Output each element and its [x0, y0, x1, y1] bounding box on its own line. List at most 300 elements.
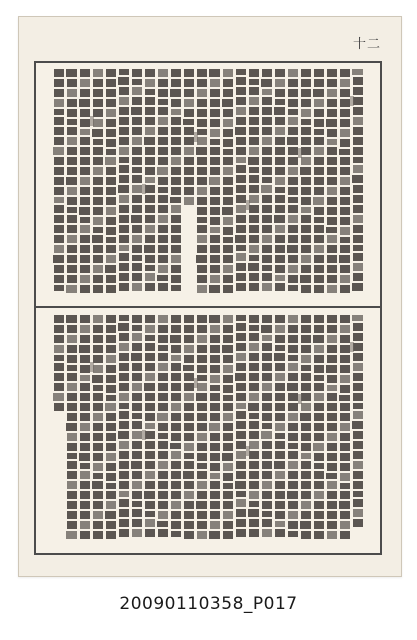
text-glyph	[106, 385, 116, 393]
text-glyph	[249, 393, 259, 401]
text-glyph	[327, 491, 337, 499]
text-glyph	[171, 461, 181, 469]
text-glyph	[54, 355, 64, 361]
text-glyph	[80, 521, 90, 529]
text-glyph	[197, 119, 207, 127]
text-glyph	[210, 217, 220, 225]
text-glyph	[197, 109, 207, 117]
text-glyph	[248, 403, 259, 411]
furigana-mark	[194, 378, 198, 388]
text-glyph	[262, 157, 272, 165]
text-glyph	[327, 89, 337, 97]
text-glyph	[54, 363, 64, 371]
text-glyph	[301, 285, 311, 293]
text-glyph	[326, 119, 337, 127]
text-glyph	[262, 127, 272, 135]
lower-text-column	[209, 315, 220, 539]
text-glyph	[261, 185, 272, 193]
lower-text-column	[300, 315, 311, 539]
text-glyph	[314, 129, 324, 135]
text-glyph	[196, 501, 207, 509]
text-glyph	[275, 501, 285, 509]
text-glyph	[132, 451, 142, 459]
text-glyph	[288, 373, 298, 381]
text-glyph	[327, 413, 337, 421]
text-glyph	[184, 89, 194, 97]
text-glyph	[288, 531, 298, 537]
text-glyph	[93, 335, 103, 343]
text-glyph	[249, 519, 259, 527]
text-glyph	[93, 177, 103, 185]
text-glyph	[340, 275, 350, 283]
text-glyph	[249, 529, 259, 537]
text-glyph	[132, 481, 142, 489]
text-glyph	[262, 441, 272, 449]
text-glyph	[184, 393, 194, 401]
text-glyph	[327, 423, 337, 431]
text-glyph	[145, 501, 155, 509]
text-glyph	[171, 325, 181, 333]
text-glyph	[197, 137, 207, 145]
text-glyph	[249, 215, 259, 223]
text-glyph	[93, 197, 103, 205]
text-glyph	[132, 205, 142, 213]
text-glyph	[223, 385, 233, 393]
text-glyph	[106, 255, 116, 263]
text-glyph	[210, 393, 220, 401]
text-glyph	[275, 137, 285, 145]
text-glyph	[145, 343, 155, 351]
text-glyph	[301, 127, 311, 135]
text-glyph	[223, 375, 233, 383]
text-glyph	[236, 471, 246, 479]
text-glyph	[249, 333, 259, 341]
text-glyph	[158, 335, 168, 343]
text-glyph	[80, 285, 90, 293]
text-glyph	[158, 225, 168, 233]
text-glyph	[288, 99, 298, 107]
text-glyph	[197, 197, 207, 205]
text-glyph	[171, 355, 181, 361]
text-glyph	[223, 521, 233, 529]
text-glyph	[288, 481, 298, 489]
text-glyph	[249, 117, 259, 125]
text-glyph	[223, 275, 233, 283]
text-glyph	[119, 235, 129, 243]
text-glyph	[275, 393, 285, 401]
text-glyph	[119, 117, 129, 125]
furigana-mark	[142, 430, 146, 440]
text-glyph	[223, 217, 233, 225]
text-glyph	[184, 335, 194, 343]
text-glyph	[119, 69, 129, 75]
lower-text-column	[131, 315, 142, 537]
text-glyph	[340, 227, 350, 235]
text-glyph	[131, 353, 142, 361]
text-glyph	[223, 463, 233, 471]
text-glyph	[288, 157, 298, 165]
text-glyph	[339, 255, 350, 263]
text-glyph	[106, 227, 116, 235]
text-glyph	[119, 519, 129, 527]
text-glyph	[67, 373, 77, 381]
text-glyph	[106, 531, 116, 539]
text-glyph	[158, 245, 168, 253]
text-glyph	[119, 471, 129, 479]
text-glyph	[171, 127, 181, 135]
text-glyph	[93, 345, 103, 353]
text-glyph	[171, 345, 181, 353]
text-glyph	[274, 107, 285, 115]
text-glyph	[183, 471, 194, 479]
text-glyph	[132, 343, 142, 351]
upper-text-column	[196, 69, 207, 293]
text-glyph	[262, 265, 272, 271]
text-glyph	[340, 463, 350, 471]
text-glyph	[262, 205, 272, 213]
text-glyph	[80, 501, 90, 509]
text-glyph	[223, 315, 233, 323]
text-glyph	[106, 89, 116, 97]
text-glyph	[171, 383, 181, 391]
text-glyph	[145, 97, 155, 105]
text-glyph	[249, 501, 259, 507]
text-glyph	[66, 423, 77, 431]
text-glyph	[158, 69, 168, 77]
upper-text-column	[53, 69, 64, 291]
text-glyph	[54, 187, 64, 195]
text-glyph	[132, 519, 142, 527]
text-glyph	[262, 383, 272, 391]
text-glyph	[158, 283, 168, 291]
text-glyph	[93, 393, 103, 401]
text-glyph	[262, 529, 272, 537]
text-glyph	[171, 491, 181, 499]
text-glyph	[301, 531, 311, 539]
text-glyph	[171, 225, 181, 233]
text-glyph	[210, 245, 220, 253]
text-glyph	[327, 245, 337, 253]
text-glyph	[223, 119, 233, 127]
text-glyph	[327, 285, 337, 293]
text-glyph	[236, 441, 246, 449]
text-glyph	[236, 87, 246, 95]
text-glyph	[132, 137, 142, 145]
text-glyph	[275, 529, 285, 537]
text-glyph	[171, 531, 181, 537]
text-glyph	[262, 177, 272, 183]
text-glyph	[340, 197, 350, 205]
text-glyph	[326, 473, 337, 479]
text-glyph	[353, 215, 363, 223]
text-glyph	[132, 363, 142, 371]
text-glyph	[66, 531, 77, 539]
text-glyph	[67, 265, 77, 273]
text-glyph	[132, 325, 142, 331]
text-glyph	[92, 375, 103, 383]
text-glyph	[249, 363, 259, 371]
text-glyph	[119, 363, 129, 371]
text-glyph	[262, 413, 272, 421]
text-glyph	[145, 177, 155, 183]
text-glyph	[314, 413, 324, 421]
text-glyph	[353, 137, 363, 145]
text-glyph	[93, 521, 103, 529]
text-glyph	[327, 265, 337, 273]
text-glyph	[80, 275, 90, 283]
text-glyph	[54, 167, 64, 175]
text-glyph	[340, 315, 350, 323]
lower-text-column	[313, 315, 324, 539]
text-glyph	[184, 433, 194, 441]
text-glyph	[353, 373, 363, 381]
text-glyph	[132, 413, 142, 419]
text-glyph	[131, 107, 142, 115]
text-glyph	[93, 285, 103, 293]
text-glyph	[340, 521, 350, 529]
text-glyph	[119, 87, 129, 95]
text-glyph	[145, 431, 155, 439]
text-glyph	[80, 375, 90, 381]
text-glyph	[197, 315, 207, 323]
text-glyph	[262, 255, 272, 263]
text-glyph	[79, 207, 90, 215]
text-glyph	[197, 207, 207, 215]
text-glyph	[301, 383, 311, 391]
text-glyph	[67, 127, 77, 135]
text-glyph	[106, 491, 116, 499]
text-glyph	[145, 107, 155, 115]
text-frame	[34, 61, 382, 555]
text-glyph	[209, 177, 220, 185]
text-glyph	[66, 69, 77, 77]
text-glyph	[314, 285, 324, 293]
text-glyph	[275, 335, 285, 343]
text-glyph	[222, 207, 233, 215]
text-glyph	[314, 137, 324, 145]
text-glyph	[197, 471, 207, 479]
text-glyph	[106, 207, 116, 215]
text-glyph	[145, 195, 155, 203]
text-glyph	[106, 355, 116, 363]
lower-text-column	[274, 315, 285, 537]
text-glyph	[184, 157, 194, 165]
text-glyph	[184, 383, 194, 391]
text-glyph	[80, 463, 90, 469]
text-glyph	[314, 187, 324, 195]
text-glyph	[145, 147, 155, 155]
text-glyph	[288, 69, 298, 77]
text-glyph	[288, 235, 298, 243]
text-glyph	[249, 97, 259, 105]
text-glyph	[262, 315, 272, 323]
text-glyph	[274, 353, 285, 361]
text-glyph	[236, 97, 246, 105]
lower-text-column	[326, 315, 337, 539]
text-glyph	[118, 431, 129, 439]
text-glyph	[80, 245, 90, 253]
text-glyph	[301, 187, 311, 195]
text-glyph	[249, 491, 259, 499]
text-glyph	[145, 255, 155, 263]
text-glyph	[67, 255, 77, 263]
text-glyph	[249, 79, 259, 85]
text-glyph	[93, 403, 103, 411]
text-glyph	[132, 97, 142, 105]
text-glyph	[67, 413, 77, 421]
text-glyph	[288, 363, 298, 371]
text-glyph	[106, 285, 116, 293]
text-glyph	[262, 147, 272, 155]
text-glyph	[353, 195, 363, 203]
lower-text-column	[235, 315, 246, 537]
text-glyph	[54, 197, 64, 203]
text-glyph	[67, 443, 77, 451]
text-glyph	[171, 471, 181, 479]
text-glyph	[54, 275, 64, 283]
text-glyph	[236, 529, 246, 537]
text-glyph	[119, 333, 129, 341]
text-glyph	[197, 463, 207, 469]
text-glyph	[340, 491, 350, 499]
text-glyph	[158, 117, 168, 125]
text-glyph	[236, 205, 246, 213]
text-glyph	[222, 345, 233, 353]
text-glyph	[353, 273, 363, 281]
text-glyph	[80, 433, 90, 441]
text-glyph	[210, 375, 220, 383]
text-glyph	[171, 255, 181, 263]
text-glyph	[209, 285, 220, 293]
text-glyph	[327, 207, 337, 215]
text-glyph	[171, 521, 181, 529]
text-glyph	[145, 363, 155, 371]
text-glyph	[158, 451, 168, 459]
text-glyph	[249, 225, 259, 233]
text-glyph	[93, 217, 103, 225]
text-glyph	[327, 501, 337, 509]
text-glyph	[262, 225, 272, 233]
text-glyph	[275, 79, 285, 87]
text-glyph	[119, 205, 129, 213]
text-glyph	[314, 207, 324, 215]
text-glyph	[106, 275, 116, 283]
text-glyph	[249, 461, 259, 469]
text-glyph	[249, 167, 259, 173]
text-glyph	[287, 137, 298, 145]
text-glyph	[67, 187, 77, 195]
text-glyph	[288, 315, 298, 323]
text-glyph	[145, 451, 155, 459]
text-glyph	[158, 79, 168, 87]
text-glyph	[327, 375, 337, 383]
text-glyph	[340, 335, 350, 343]
text-glyph	[184, 511, 194, 519]
text-glyph	[301, 511, 311, 519]
text-glyph	[249, 185, 259, 193]
text-glyph	[184, 325, 194, 333]
text-glyph	[80, 197, 90, 205]
text-glyph	[210, 433, 220, 441]
text-glyph	[262, 245, 272, 253]
text-glyph	[106, 177, 116, 185]
text-glyph	[132, 127, 142, 135]
text-glyph	[197, 383, 207, 391]
text-glyph	[236, 273, 246, 281]
text-glyph	[249, 325, 259, 331]
text-glyph	[248, 157, 259, 165]
text-glyph	[105, 265, 116, 273]
text-glyph	[118, 185, 129, 193]
text-glyph	[223, 325, 233, 333]
text-glyph	[249, 431, 259, 439]
text-glyph	[288, 177, 298, 185]
text-glyph	[314, 453, 324, 461]
text-glyph	[236, 157, 246, 163]
text-glyph	[301, 501, 311, 509]
text-glyph	[288, 79, 298, 87]
text-glyph	[197, 129, 207, 135]
text-glyph	[236, 403, 246, 409]
text-glyph	[314, 325, 324, 333]
text-glyph	[158, 147, 168, 155]
text-glyph	[249, 205, 259, 213]
text-glyph	[158, 363, 168, 371]
text-glyph	[119, 245, 129, 251]
text-glyph	[106, 119, 116, 127]
text-glyph	[93, 207, 103, 215]
text-glyph	[314, 521, 324, 529]
text-glyph	[171, 511, 181, 519]
text-glyph	[197, 265, 207, 273]
text-glyph	[301, 177, 311, 185]
text-glyph	[119, 107, 129, 115]
text-glyph	[67, 335, 77, 343]
text-glyph	[236, 411, 246, 419]
text-glyph	[275, 117, 285, 125]
text-glyph	[249, 137, 259, 145]
text-glyph	[106, 453, 116, 461]
text-glyph	[236, 253, 246, 261]
text-glyph	[274, 461, 285, 469]
text-glyph	[67, 453, 77, 459]
text-glyph	[184, 345, 194, 353]
text-glyph	[171, 275, 181, 283]
text-glyph	[353, 481, 363, 489]
text-glyph	[249, 245, 259, 253]
text-glyph	[170, 197, 181, 203]
text-glyph	[288, 117, 298, 125]
upper-text-column	[144, 69, 155, 291]
text-glyph	[210, 511, 220, 519]
text-glyph	[132, 117, 142, 125]
text-glyph	[340, 531, 350, 539]
text-glyph	[80, 393, 90, 401]
text-glyph	[132, 501, 142, 507]
text-glyph	[80, 89, 90, 97]
text-glyph	[314, 433, 324, 441]
text-glyph	[340, 473, 350, 481]
text-glyph	[145, 471, 155, 479]
text-glyph	[210, 365, 220, 373]
text-glyph	[275, 403, 285, 411]
furigana-mark	[194, 132, 198, 142]
text-glyph	[223, 139, 233, 147]
text-glyph	[54, 89, 64, 97]
text-glyph	[236, 491, 246, 497]
text-glyph	[210, 255, 220, 263]
text-glyph	[197, 177, 207, 185]
